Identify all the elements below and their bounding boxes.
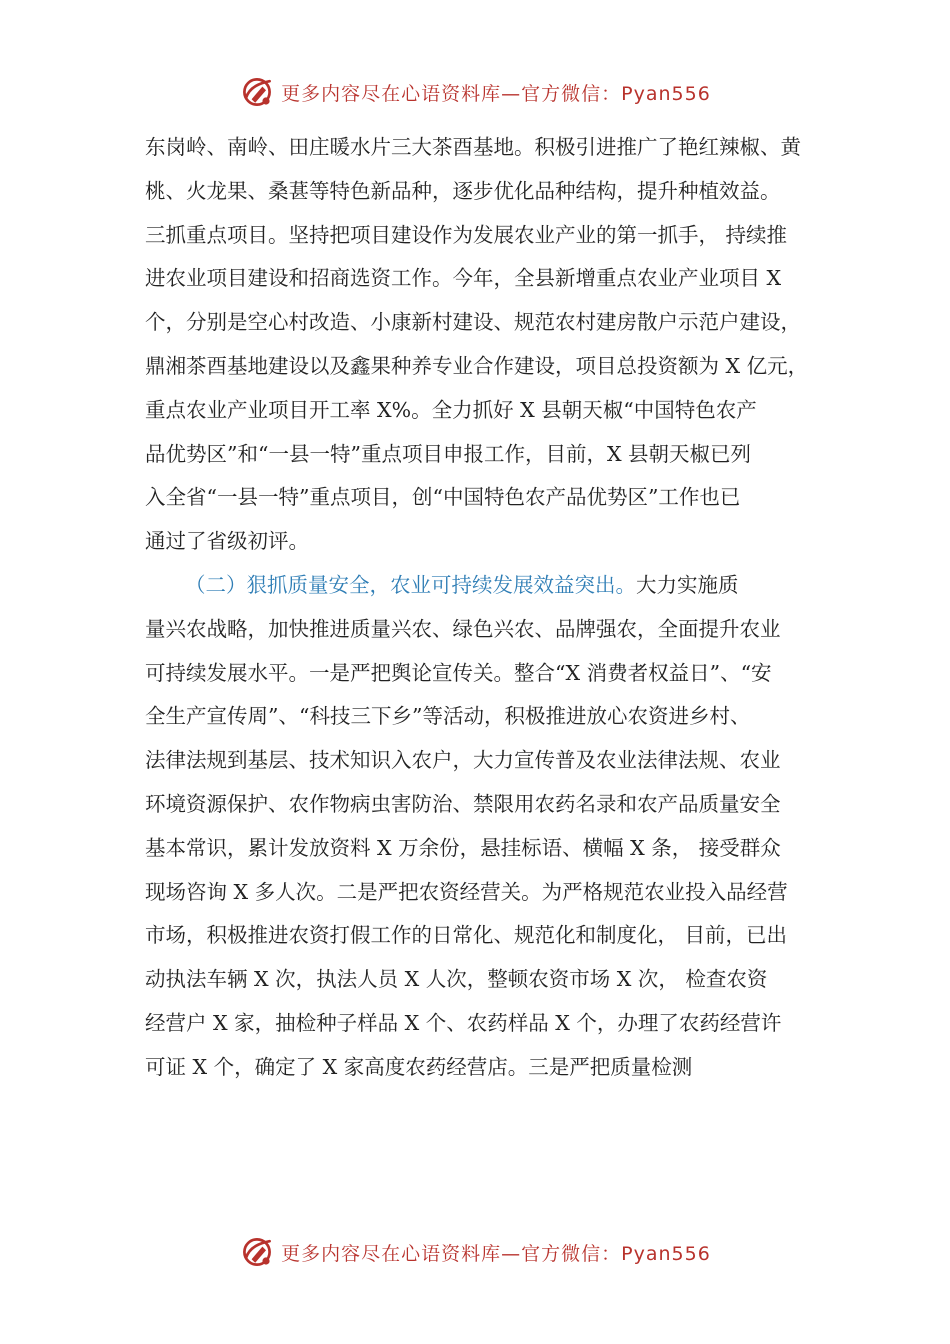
- section-heading: （二）狠抓质量安全，农业可持续发展效益突出。: [185, 572, 636, 597]
- text-line: 重点农业产业项目开工率 X%。全力抓好 X 县朝天椒“中国特色农产: [145, 397, 757, 422]
- text-line: 全生产宣传周”、“科技三下乡”等活动，积极推进放心农资进乡村、: [145, 704, 751, 729]
- paragraph: [145, 564, 825, 1090]
- text-line: 三抓重点项目。坚持把项目建设作为发展农业产业的第一抓手， 持续推: [145, 222, 788, 247]
- text-line: 通过了省级初评。: [145, 529, 309, 554]
- text-line: 进农业项目建设和招商选资工作。今年，全县新增重点农业产业项目 X: [145, 266, 782, 291]
- text-line: 基本常识，累计发放资料 X 万余份，悬挂标语、横幅 X 条， 接受群众: [145, 835, 781, 860]
- text-line: 可持续发展水平。一是严把舆论宣传关。整合“X 消费者权益日”、“安: [145, 660, 772, 685]
- banner-text: 更多内容尽在心语资料库—官方微信：Pyan556: [281, 82, 711, 105]
- text-line: 鼎湘茶⾣基地建设以及鑫果种养专业合作建设，项目总投资额为 X 亿元，: [145, 353, 809, 378]
- footer-banner: [0, 1232, 950, 1272]
- text-line: 个，分别是空心村改造、小康新村建设、规范农村建房散户示范户建设，: [145, 310, 801, 335]
- text-line: 桃、火龙果、桑葚等特色新品种，逐步优化品种结构，提升种植效益。: [145, 178, 781, 203]
- paragraph: [145, 126, 825, 564]
- heading-line-rest: 大力实施质: [636, 572, 739, 597]
- header-banner: [0, 72, 950, 112]
- brand-logo-icon: [239, 1234, 275, 1270]
- text-line: 环境资源保护、农作物病虫害防治、禁限用农药名录和农产品质量安全: [145, 791, 781, 816]
- text-line: 市场，积极推进农资打假工作的日常化、规范化和制度化， 目前，已出: [145, 923, 788, 948]
- text-line: 经营户 X 家，抽检种子样品 X 个、农药样品 X 个，办理了农药经营许: [145, 1010, 782, 1035]
- text-line: 可证 X 个，确定了 X 家高度农药经营店。三是严把质量检测: [145, 1054, 693, 1079]
- text-line: 动执法车辆 X 次，执法人员 X 人次，整顿农资市场 X 次， 检查农资: [145, 967, 768, 992]
- text-line: 东岗岭、南岭、田庄暖水片三大茶⾣基地。积极引进推广了艳红辣椒、黄: [145, 135, 801, 159]
- text-line: 品优势区”和“一县一特”重点项目申报工作，目前，X 县朝天椒已列: [145, 441, 752, 466]
- text-line: 现场咨询 X 多人次。二是严把农资经营关。为严格规范农业投入品经营: [145, 879, 788, 904]
- banner-text: 更多内容尽在心语资料库—官方微信：Pyan556: [281, 1242, 711, 1265]
- text-line: [145, 564, 825, 608]
- text-line: 入全省“一县一特”重点项目，创“中国特色农产品优势区”工作也已: [145, 485, 741, 510]
- text-line: 量兴农战略，加快推进质量兴农、绿色兴农、品牌强农，全面提升农业: [145, 616, 781, 641]
- brand-logo-icon: [239, 74, 275, 110]
- document-body: [145, 126, 825, 1090]
- text-line: 法律法规到基层、技术知识入农户，大力宣传普及农业法律法规、农业: [145, 748, 781, 773]
